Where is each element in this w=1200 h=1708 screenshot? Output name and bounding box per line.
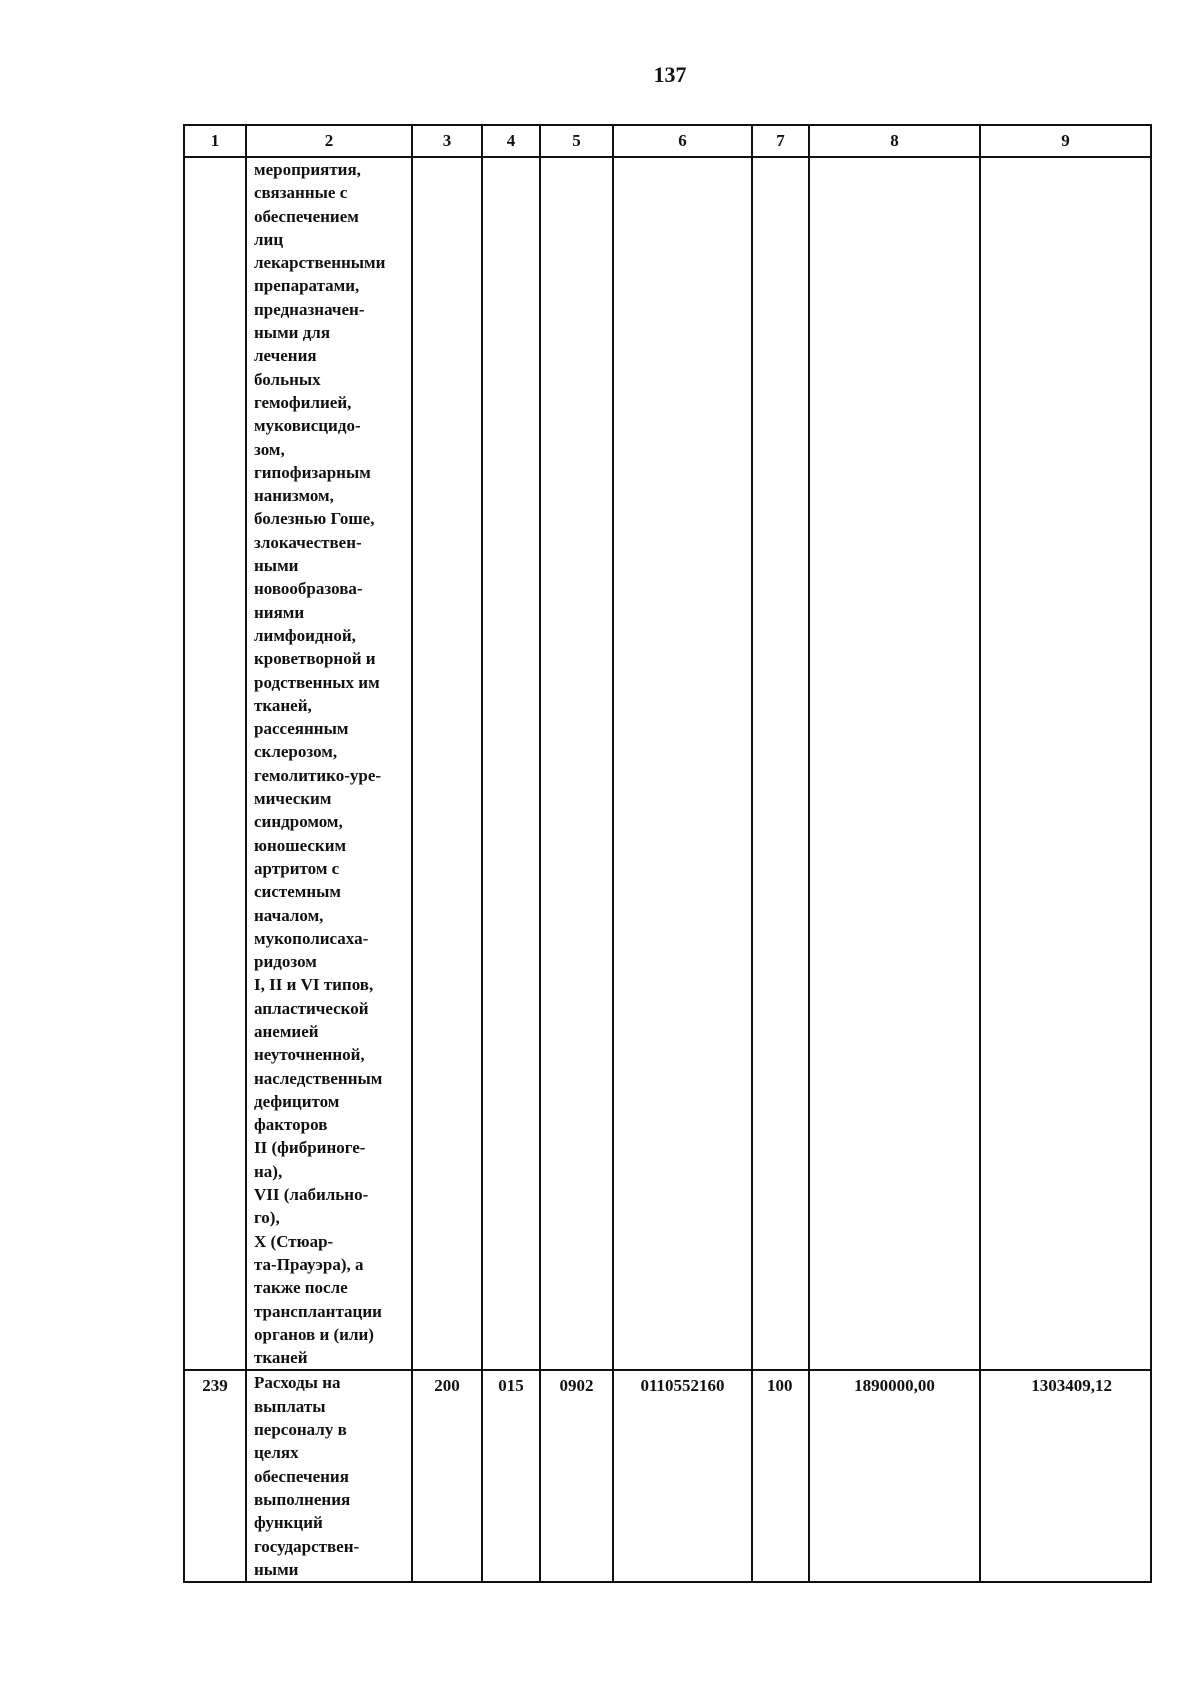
table-cell <box>482 157 540 1370</box>
column-header: 6 <box>613 125 752 157</box>
table-cell: 1890000,00 <box>809 1370 980 1582</box>
column-header: 3 <box>412 125 482 157</box>
table-row <box>184 157 1151 1370</box>
column-header: 2 <box>246 125 412 157</box>
table-cell <box>980 157 1151 1370</box>
column-header: 5 <box>540 125 613 157</box>
column-header: 9 <box>980 125 1151 157</box>
table-header-row <box>184 125 1151 157</box>
table-cell <box>809 157 980 1370</box>
description-cell: мероприятия, связанные с обеспечением лиц лекарственными препаратами, предназначен- ными для лечения больных гемофилией, муковисцидо- зом, гипофизарным нанизмом, болезнью Гоше, злокачествен- ными новообразова- ниями лимфоидной, кроветворной и родственных им тканей, рассеянным склерозом, гемолитико-уре- мическим синдромом, юношеским артритом с системным началом, мукополисаха- ридозом I, II и VI типов, апластической анемией неуточненной, наследственным дефицитом факторов II (фибриноге- на), VII (лабильно- го), X (Стюар- та-Прауэра), а также после трансплантации органов и (или) тканей <box>246 157 412 1370</box>
column-header: 8 <box>809 125 980 157</box>
table-cell <box>752 157 809 1370</box>
table-cell: 0110552160 <box>613 1370 752 1582</box>
table-cell: 1303409,12 <box>980 1370 1151 1582</box>
description-cell: Расходы на выплаты персоналу в целях обеспечения выполнения функций государствен- ными <box>246 1370 412 1582</box>
column-header: 4 <box>482 125 540 157</box>
table-cell <box>184 157 246 1370</box>
budget-table <box>183 124 1152 1583</box>
table-cell <box>613 157 752 1370</box>
table-cell: 015 <box>482 1370 540 1582</box>
table-row <box>184 1370 1151 1582</box>
column-header: 1 <box>184 125 246 157</box>
table-cell <box>412 157 482 1370</box>
table-cell: 0902 <box>540 1370 613 1582</box>
row-number-cell: 239 <box>184 1370 246 1582</box>
table-cell: 100 <box>752 1370 809 1582</box>
table-cell: 200 <box>412 1370 482 1582</box>
page-number: 137 <box>653 62 687 87</box>
table-cell <box>540 157 613 1370</box>
column-header: 7 <box>752 125 809 157</box>
